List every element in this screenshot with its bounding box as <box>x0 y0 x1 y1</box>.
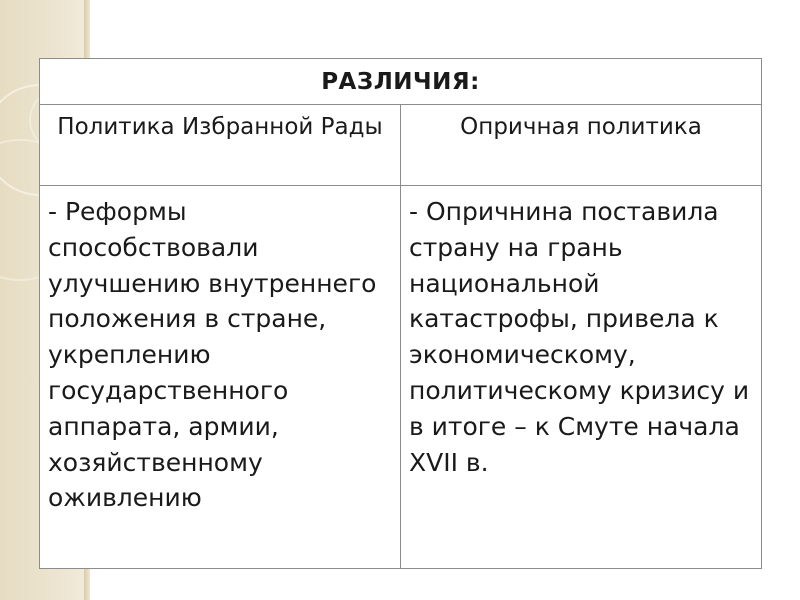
column-header-oprichnina: Опричная политика <box>401 105 762 186</box>
differences-table <box>39 58 762 569</box>
table-header: РАЗЛИЧИЯ: <box>40 59 762 105</box>
column-header-chosen-council: Политика Избранной Рады <box>40 105 401 186</box>
table-header-row <box>40 59 762 105</box>
cell-chosen-council-effects: - Реформы способствовали улучшению внутреннего положения в стране, укреплению государственного аппарата, армии, хозяйственному оживлению <box>40 186 401 569</box>
column-header-row <box>40 105 762 186</box>
cell-oprichnina-effects: - Опричнина поставила страну на грань национальной катастрофы, привела к экономическому, политическому кризису и в итоге – к Смуте начала XVII в. <box>401 186 762 569</box>
table-row <box>40 186 762 569</box>
